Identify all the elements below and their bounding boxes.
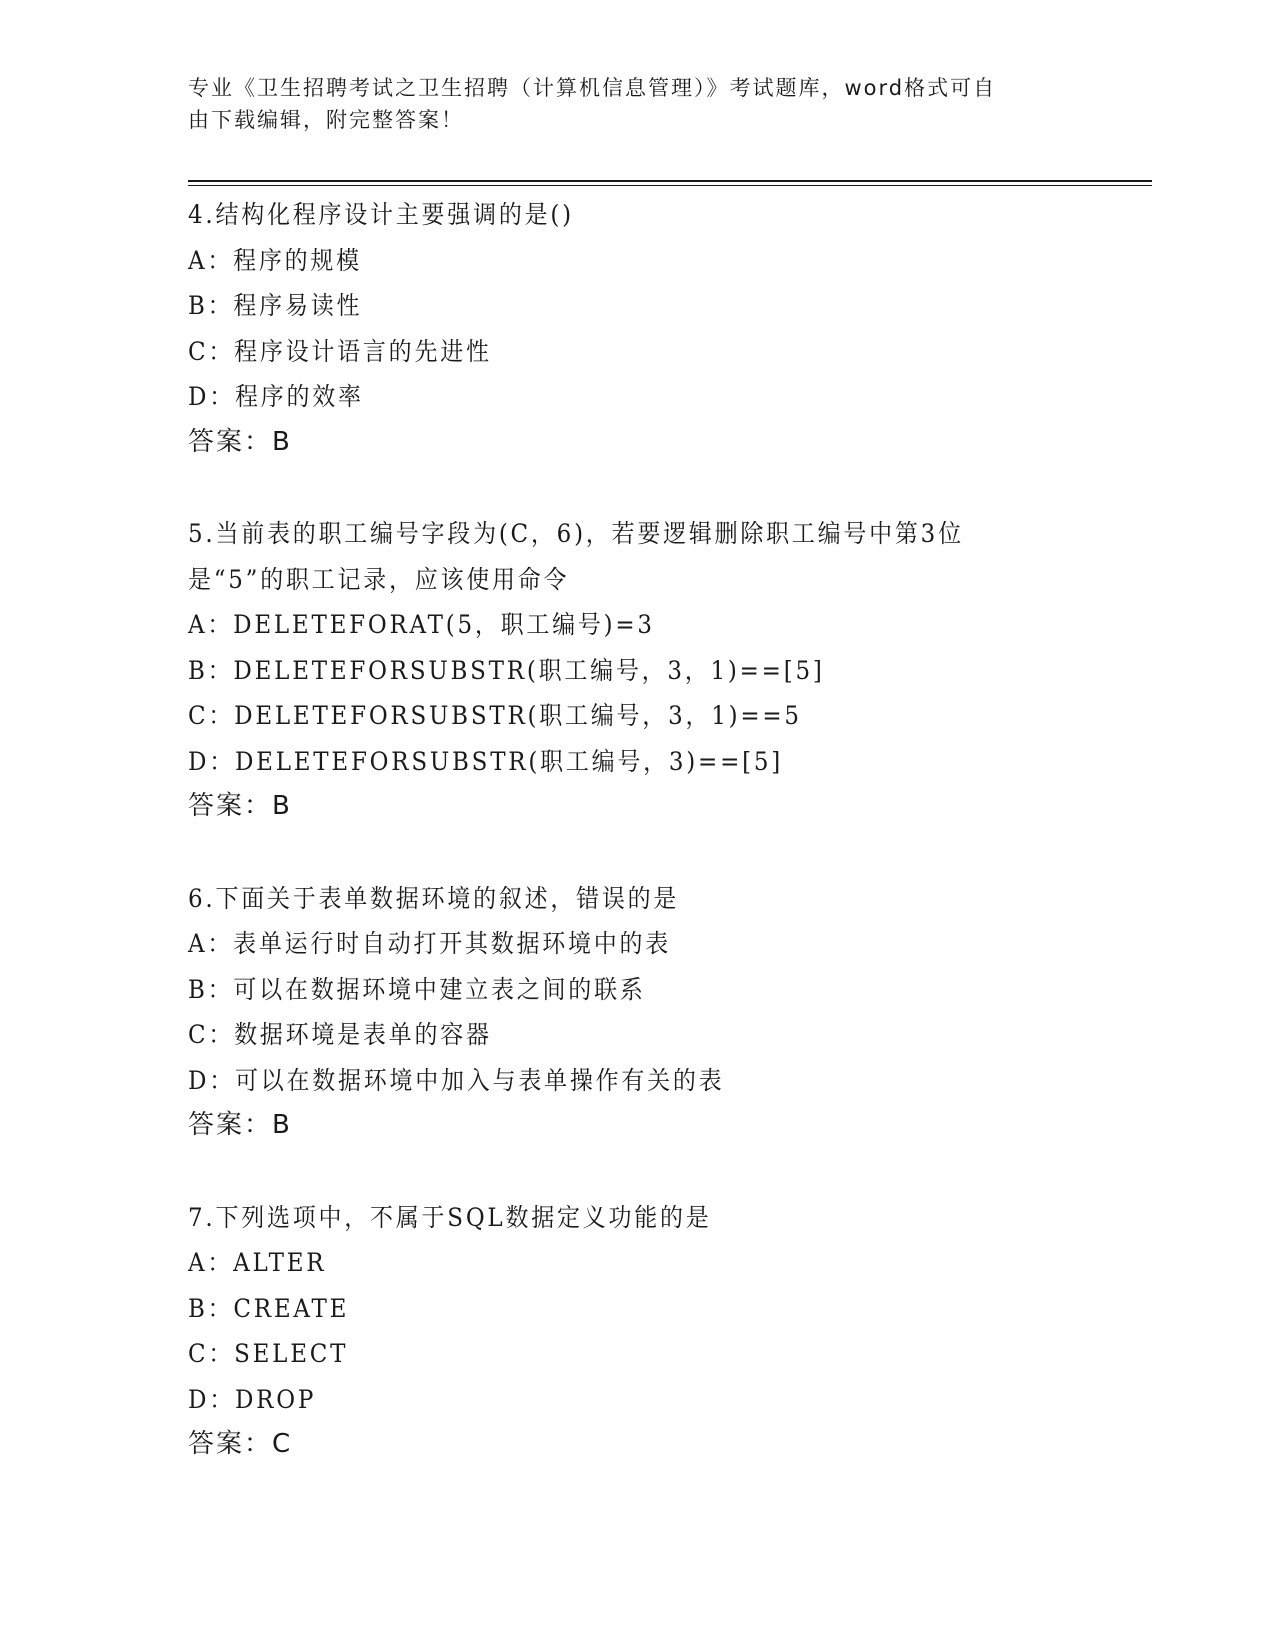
question-4 (188, 192, 1088, 465)
option-d: D：DELETEFORSUBSTR(职工编号，3)==[5] (188, 746, 783, 776)
header-divider-thin (188, 185, 1152, 186)
option-c: C：SELECT (188, 1339, 349, 1368)
option-a: A：ALTER (188, 1248, 327, 1277)
header-line-2: 由下载编辑，附完整答案！ (188, 108, 464, 132)
option-b: B：CREATE (188, 1293, 350, 1323)
answer-label: 答案：C (188, 1429, 293, 1459)
option-b: B：程序易读性 (188, 291, 363, 320)
question-list (188, 192, 1088, 1468)
option-d: D：可以在数据环境中加入与表单操作有关的表 (188, 1065, 725, 1095)
question-spacer (188, 1149, 1088, 1195)
question-5 (188, 511, 1088, 830)
question-7 (188, 1195, 1088, 1468)
answer-label: 答案：B (188, 791, 292, 821)
option-a: A：程序的规模 (188, 245, 362, 275)
question-stem: 7.下列选项中，不属于SQL数据定义功能的是 (188, 1202, 712, 1232)
option-d: D：程序的效率 (188, 382, 364, 411)
option-b: B：DELETEFORSUBSTR(职工编号，3，1)==[5] (188, 655, 825, 685)
option-d: D：DROP (188, 1384, 317, 1414)
question-spacer (188, 830, 1088, 876)
header-divider-thick (188, 180, 1152, 182)
question-stem: 5.当前表的职工编号字段为(C，6)，若要逻辑删除职工编号中第3位 (188, 519, 964, 548)
option-c: C：DELETEFORSUBSTR(职工编号，3，1)==5 (188, 701, 802, 730)
question-stem: 4.结构化程序设计主要强调的是() (188, 200, 574, 229)
option-a: A：表单运行时自动打开其数据环境中的表 (188, 929, 672, 958)
option-c: C：程序设计语言的先进性 (188, 336, 492, 366)
answer-label: 答案：B (188, 426, 292, 457)
option-c: C：数据环境是表单的容器 (188, 1020, 492, 1049)
question-stem: 6.下面关于表单数据环境的叙述，错误的是 (188, 883, 680, 913)
option-a: A：DELETEFORAT(5，职工编号)=3 (188, 610, 655, 639)
question-spacer (188, 465, 1088, 511)
question-stem-continued: 是“5”的职工记录，应该使用命令 (188, 564, 570, 594)
header-line-1: 专业《卫生招聘考试之卫生招聘（计算机信息管理）》考试题库，word格式可自 (188, 76, 997, 100)
question-6 (188, 876, 1088, 1149)
option-b: B：可以在数据环境中建立表之间的联系 (188, 974, 646, 1004)
document-header (188, 72, 1068, 136)
answer-label: 答案：B (188, 1110, 292, 1140)
